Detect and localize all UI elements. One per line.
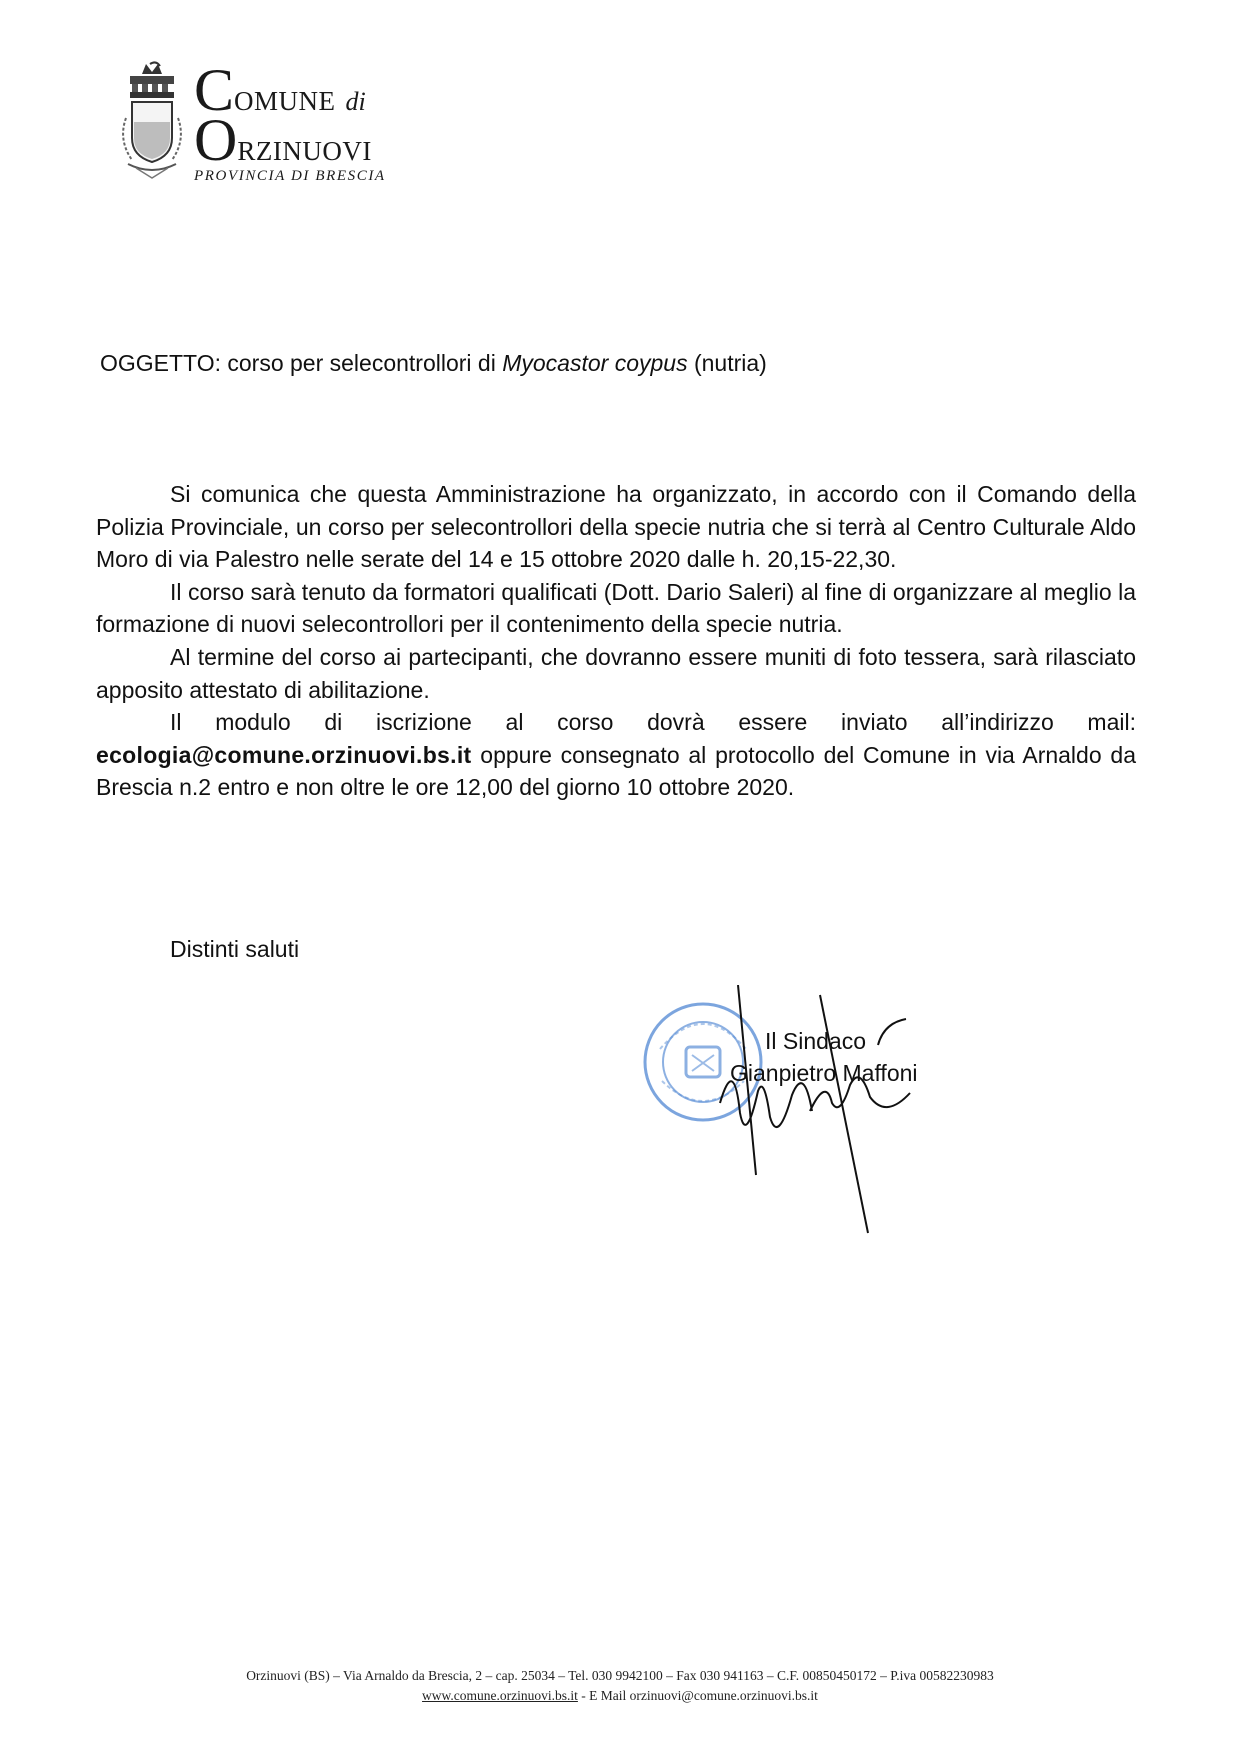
website-link[interactable]: www.comune.orzinuovi.bs.it xyxy=(422,1688,578,1703)
body-paragraph-1: Si comunica che questa Amministrazione ha organizzato, in accordo con il Comando della Polizia Provinciale, un corso per selecontrollori della specie nutria che si terrà al Centro Culturale Aldo Moro di via Palestro nelle serate del 14 e 15 ottobre 2020 dalle h. 20,15-22,30. xyxy=(96,481,1136,573)
handwritten-signature xyxy=(700,985,940,1245)
body-paragraph-2: Il corso sarà tenuto da formatori qualificati (Dott. Dario Saleri) al fine di organizzare al meglio la formazione di nuovi selecontrollori per il contenimento della specie nutria. xyxy=(96,578,1136,638)
letterhead xyxy=(112,57,432,192)
closing-salutation: Distinti saluti xyxy=(170,936,300,962)
letter-body xyxy=(96,478,1136,804)
footer-contacts xyxy=(0,1686,1240,1706)
footer-email-label: - E Mail xyxy=(581,1688,627,1703)
subject-scientific-name: Myocastor coypus xyxy=(502,350,688,376)
body-paragraph-3: Al termine del corso ai partecipanti, che dovranno essere muniti di foto tessera, sarà rilasciato apposito attestato di abilitazione. xyxy=(96,643,1136,703)
body-paragraph-4: Il modulo di iscrizione al corso dovrà essere inviato all’indirizzo mail: ecologia@comune.orzinuovi.bs.it oppure consegnato al protocollo del Comune in via Arnaldo da Brescia n.2 entro e non oltre le ore 12,00 del giorno 10 ottobre 2020. xyxy=(96,709,1136,801)
signatory-title: Il Sindaco xyxy=(765,1028,867,1054)
footer xyxy=(0,1666,1240,1706)
subject-line xyxy=(100,350,767,377)
letterhead-province: PROVINCIA DI BRESCIA xyxy=(194,168,386,184)
municipal-crest-icon xyxy=(112,60,192,186)
footer-email-link[interactable]: orzinuovi@comune.orzinuovi.bs.it xyxy=(629,1688,818,1703)
letterhead-orzinuovi: ORZINUOVI xyxy=(194,107,372,173)
subject-text-after: (nutria) xyxy=(693,350,767,376)
signatory-name: Gianpietro Maffoni xyxy=(730,1060,918,1086)
contact-email-link[interactable]: ecologia@comune.orzinuovi.bs.it xyxy=(96,741,472,768)
subject-label: OGGETTO: xyxy=(100,350,221,376)
footer-address: Orzinuovi (BS) – Via Arnaldo da Brescia, 2 – cap. 25034 – Tel. 030 9942100 – Fax 030 941163 – C.F. 00850450172 – P.iva 00582230983 xyxy=(246,1668,994,1683)
letterhead-comune: COMUNE di xyxy=(194,57,366,123)
signature-block xyxy=(640,985,960,1245)
subject-text: corso per selecontrollori di xyxy=(227,350,496,376)
letterhead-di: di xyxy=(345,87,366,116)
